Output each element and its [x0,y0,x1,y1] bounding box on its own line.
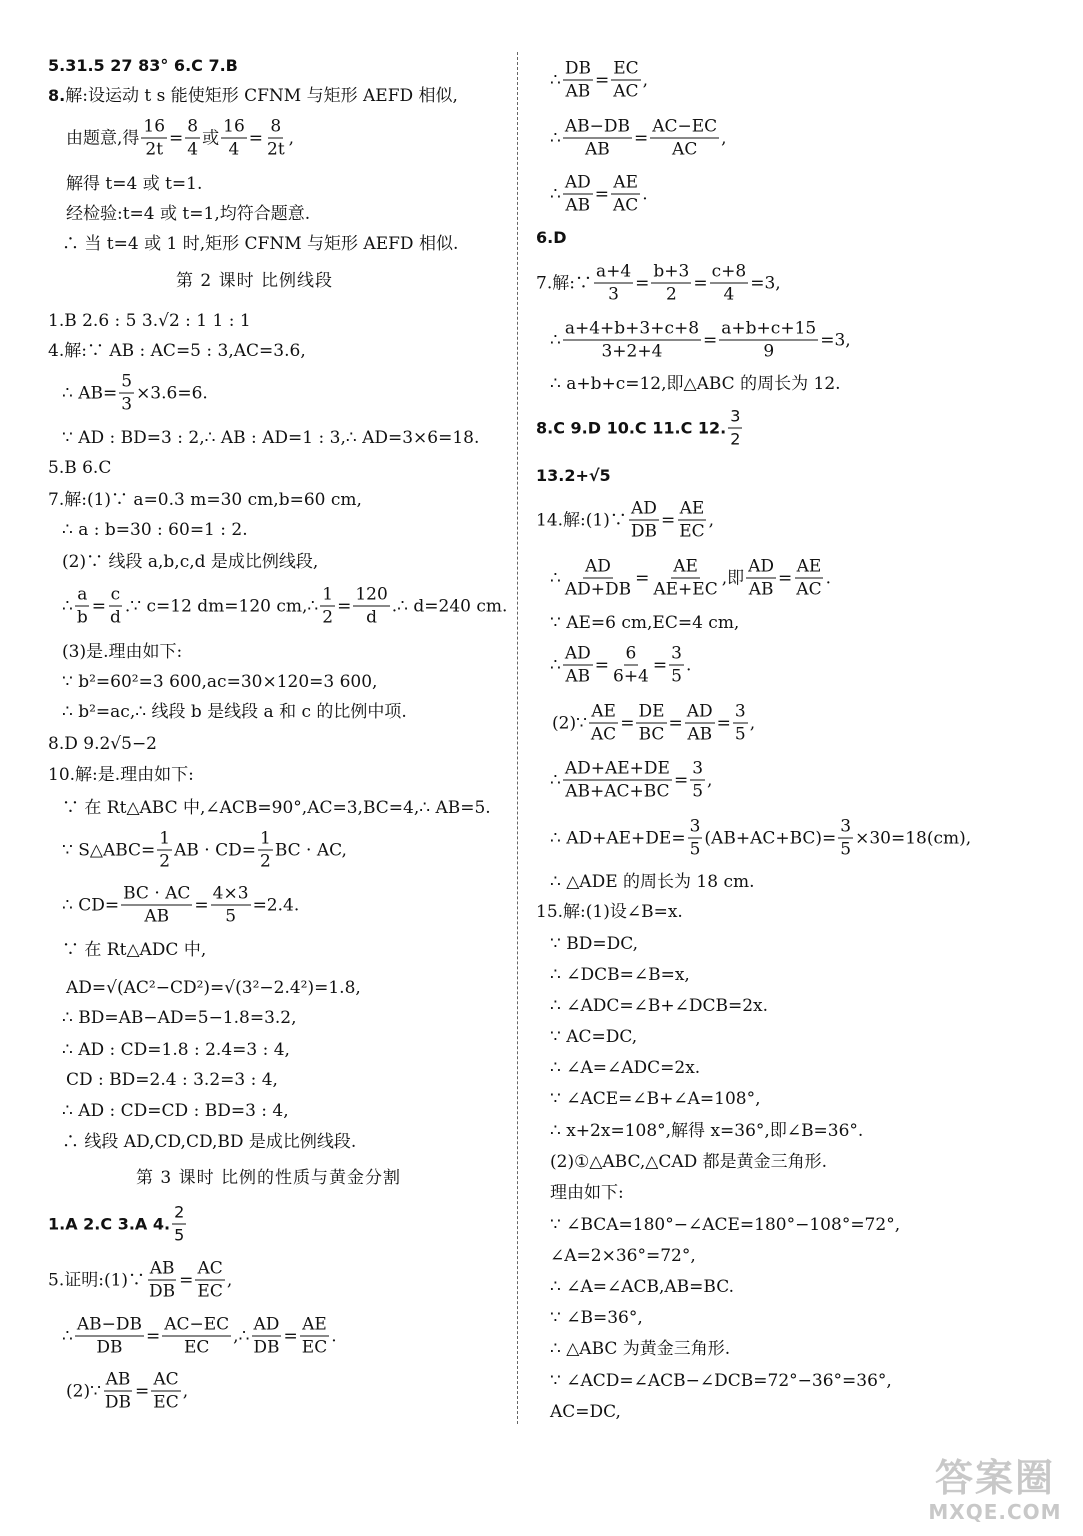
fraction: $\frac{1}{2}$ [322,584,334,628]
answer-line: ∴ CD= $\frac{BC \cdot AC}{AB}$ = $\frac{4\times 3}{5}$ =2.4. [62,883,300,927]
answer-line: ∵ AD : BD=3 : 2,∴ AB : AD=1 : 3,∴ AD=3×6=18. [62,428,480,448]
answer-line: ∴ $\frac{AD+AE+DE}{AB+AC+BC}$ = $\frac{3}{5}$ , [550,758,713,802]
answer-line: 由题意,得 $\frac{16}{2t}$ = $\frac{8}{4}$ 或 $\frac{16}{4}$ = $\frac{8}{2t}$ , [66,116,295,160]
answer-line: ∵ ∠ACD=∠ACB−∠DCB=72°−36°=36°, [550,1371,892,1391]
fraction: $\frac{DE}{BC}$ [638,701,665,745]
answer-line: ∴ b²=ac,∴ 线段 b 是线段 a 和 c 的比例中项. [62,702,407,722]
fraction: $\frac{3}{2}$ [730,406,741,449]
answer-line: 经检验:t=4 或 t=1,均符合题意. [66,204,311,224]
answer-line: ∴ △ADE 的周长为 18 cm. [550,872,755,892]
fraction: $\frac{120}{d}$ [355,584,388,628]
answer-line: ∴ AD : CD=CD : BD=3 : 4, [62,1101,289,1121]
answer-line: 8.D 9.2√5−2 [48,734,157,754]
answer-line: 1.B 2.6 : 5 3.√2 : 1 1 : 1 [48,311,251,331]
answer-line: 理由如下: [550,1183,624,1203]
fraction: $\frac{AC-EC}{EC}$ [164,1314,230,1358]
answer-line: ∵ BD=DC, [550,934,639,954]
answer-line: ∵ 在 Rt△ABC 中,∠ACB=90°,AC=3,BC=4,∴ AB=5. [62,798,491,818]
answer-line: ∴ a : b=30 : 60=1 : 2. [62,520,248,540]
fraction: $\frac{AD+AE+DE}{AB+AC+BC}$ [564,758,670,802]
answer-line: ∴ $\frac{AB-DB}{AB}$ = $\frac{AC-EC}{AC}$ , [550,116,727,160]
answer-line: 4.解:∵ AB : AC=5 : 3,AC=3.6, [48,341,306,361]
fraction: $\frac{AE}{EC}$ [679,498,705,542]
answer-line: ∴ AD : CD=1.8 : 2.4=3 : 4, [62,1040,290,1060]
fraction: $\frac{a+4}{3}$ [595,261,632,305]
answer-line: ∵ 在 Rt△ADC 中, [62,940,207,960]
answer-line: ∵ AE=6 cm,EC=4 cm, [550,613,740,633]
answer-line: ∴ ∠A=∠ACB,AB=BC. [550,1277,735,1297]
answer-line: 8. 解:设运动 t s 能使矩形 CFNM 与矩形 AEFD 相似, [48,86,458,106]
section-heading: 第 2 课时 比例线段 [176,271,334,291]
answer-line: 8.C 9.D 10.C 11.C 12. $\frac{3}{2}$ [536,406,741,449]
fraction: $\frac{16}{4}$ [223,116,245,160]
fraction: $\frac{AB}{DB}$ [104,1369,132,1413]
fraction: $\frac{AC}{EC}$ [197,1258,223,1302]
answer-line: ∴ $\frac{AB-DB}{DB}$ = $\frac{AC-EC}{EC}$ ,∴ $\frac{AD}{DB}$ = $\frac{AE}{EC}$ . [62,1314,337,1358]
answer-line: AC=DC, [550,1402,621,1422]
answer-line: ∴ △ABC 为黄金三角形. [550,1339,731,1359]
fraction: $\frac{a+4+b+3+c+8}{3+2+4}$ [564,318,700,362]
fraction: $\frac{AD}{DB}$ [253,1314,280,1358]
fraction: $\frac{AE}{AC}$ [613,172,639,216]
answer-line: ∴ $\frac{DB}{AB}$ = $\frac{EC}{AC}$ , [550,58,649,102]
fraction: $\frac{5}{3}$ [121,371,133,415]
answer-line: ∴ AB= $\frac{5}{3}$ ×3.6=6. [62,371,208,415]
answer-line: 7.解:(1)∵ a=0.3 m=30 cm,b=60 cm, [48,490,362,510]
answer-line: 5.B 6.C [48,458,112,478]
answer-line: ∴ 线段 AD,CD,CD,BD 是成比例线段. [62,1132,357,1152]
answer-line: ∴ AD+AE+DE= $\frac{3}{5}$ (AB+AC+BC)= $\frac{3}{5}$ ×30=18(cm), [550,816,972,860]
answer-line: ∴ ∠DCB=∠B=x, [550,965,690,985]
fraction: $\frac{AC}{EC}$ [153,1369,179,1413]
fraction: $\frac{3}{5}$ [671,643,682,687]
fraction: $\frac{BC \cdot AC}{AB}$ [123,883,191,927]
answer-line: CD : BD=2.4 : 3.2=3 : 4, [66,1070,278,1090]
answer-line: ∴ $\frac{AD}{AB}$ = $\frac{6}{6+4}$ = $\frac{3}{5}$ . [550,643,692,687]
answer-line: ∵ S△ABC= $\frac{1}{2}$ AB · CD= $\frac{1}{2}$ BC · AC, [62,828,347,872]
answer-line: 解得 t=4 或 t=1. [66,174,203,194]
fraction: $\frac{6}{6+4}$ [613,643,649,687]
fraction: $\frac{AE}{AE+EC}$ [653,556,718,600]
answer-line: 14.解:(1)∵ $\frac{AD}{DB}$ = $\frac{AE}{EC}$ , [536,498,715,542]
fraction: $\frac{EC}{AC}$ [613,58,639,102]
fraction: $\frac{3}{5}$ [692,758,704,802]
answer-line: ∴ $\frac{a+4+b+3+c+8}{3+2+4}$ = $\frac{a+b+c+15}{9}$ =3, [550,318,851,362]
answer-line: ∵ ∠ACE=∠B+∠A=108°, [550,1089,761,1109]
fraction: $\frac{AD}{DB}$ [630,498,657,542]
answer-line: (2)∵ 线段 a,b,c,d 是成比例线段, [62,552,319,572]
fraction: $\frac{c}{d}$ [109,584,121,628]
answer-line: 13.2+√5 [536,466,611,485]
fraction: $\frac{AB}{DB}$ [149,1258,176,1302]
fraction: $\frac{4\times 3}{5}$ [212,883,249,927]
fraction: $\frac{AE}{EC}$ [301,1314,328,1358]
answer-line: ∴ $\frac{AD}{AB}$ = $\frac{AE}{AC}$ . [550,172,648,216]
fraction: $\frac{2}{5}$ [174,1202,185,1245]
fraction: $\frac{AD}{AB}$ [686,701,713,745]
answer-line: (2)∵ $\frac{AE}{AC}$ = $\frac{DE}{BC}$ = $\frac{AD}{AB}$ = $\frac{3}{5}$ , [552,701,756,745]
fraction: $\frac{c+8}{4}$ [711,261,747,305]
answer-line: (2)①△ABC,△CAD 都是黄金三角形. [550,1152,828,1172]
answer-line: ∴ ∠ADC=∠B+∠DCB=2x. [550,996,769,1016]
fraction: $\frac{AD}{AD+DB}$ [564,556,632,600]
answer-line: ∵ AC=DC, [550,1027,638,1047]
section-heading: 第 3 课时 比例的性质与黄金分割 [136,1168,402,1188]
answer-line: ∵ ∠BCA=180°−∠ACE=180°−108°=72°, [550,1215,901,1235]
answer-line: 1.A 2.C 3.A 4. $\frac{2}{5}$ [48,1202,185,1245]
fraction: $\frac{b+3}{2}$ [653,261,690,305]
answer-line: ∴ a+b+c=12,即△ABC 的周长为 12. [550,374,841,394]
answer-line: ∴ 当 t=4 或 1 时,矩形 CFNM 与矩形 AEFD 相似. [62,234,459,254]
fraction: $\frac{AD}{AB}$ [748,556,775,600]
answer-line: ∴ $\frac{a}{b}$ = $\frac{c}{d}$ .∵ c=12 dm=120 cm,∴ $\frac{1}{2}$ = $\frac{120}{d}$ .∴ d=240 cm. [62,584,508,628]
answer-line: ∴ $\frac{AD}{AD+DB}$ = $\frac{AE}{AE+EC}$ ,即 $\frac{AD}{AB}$ = $\frac{AE}{AC}$ . [550,556,831,600]
fraction: $\frac{a}{b}$ [76,584,88,628]
watermark-logo: 答案圈 MXQE.COM [928,1456,1062,1524]
answer-line: AD=√(AC²−CD²)=√(3²−2.4²)=1.8, [66,978,361,998]
column-divider [517,52,518,1424]
fraction: $\frac{AE}{AC}$ [796,556,822,600]
fraction: $\frac{8}{2t}$ [267,116,285,160]
answer-line: (2)∵ $\frac{AB}{DB}$ = $\frac{AC}{EC}$ , [66,1369,189,1413]
answer-line: 5.证明:(1)∵ $\frac{AB}{DB}$ = $\frac{AC}{EC}$ , [48,1258,233,1302]
fraction: $\frac{AB-DB}{DB}$ [76,1314,142,1358]
fraction: $\frac{16}{2t}$ [143,116,166,160]
answer-line: 10.解:是.理由如下: [48,765,194,785]
answer-line: ∴ ∠A=∠ADC=2x. [550,1058,701,1078]
fraction: $\frac{3}{5}$ [689,816,701,860]
fraction: $\frac{AD}{AB}$ [564,172,591,216]
fraction: $\frac{1}{2}$ [259,828,271,872]
fraction: $\frac{AB-DB}{AB}$ [564,116,630,160]
answer-line: 6.D [536,228,567,247]
answer-line: ∵ b²=60²=3 600,ac=30×120=3 600, [62,672,378,692]
answer-line: 7.解:∵ $\frac{a+4}{3}$ = $\frac{b+3}{2}$ = $\frac{c+8}{4}$ =3, [536,261,781,305]
answer-line: 5.31.5 27 83° 6.C 7.B [48,56,238,75]
fraction: $\frac{1}{2}$ [159,828,171,872]
fraction: $\frac{AC-EC}{AC}$ [652,116,718,160]
answer-line: (3)是.理由如下: [62,642,183,662]
fraction: $\frac{3}{5}$ [840,816,852,860]
fraction: $\frac{AE}{AC}$ [590,701,617,745]
answer-line: ∵ ∠B=36°, [550,1308,643,1328]
fraction: $\frac{3}{5}$ [734,701,746,745]
answer-line: ∠A=2×36°=72°, [550,1246,696,1266]
answer-line: ∴ BD=AB−AD=5−1.8=3.2, [62,1008,297,1028]
fraction: $\frac{8}{4}$ [187,116,199,160]
answer-line: 15.解:(1)设∠B=x. [536,902,683,922]
answer-line: ∴ x+2x=108°,解得 x=36°,即∠B=36°. [550,1121,864,1141]
fraction: $\frac{a+b+c+15}{9}$ [721,318,817,362]
fraction: $\frac{AD}{AB}$ [564,643,591,687]
fraction: $\frac{DB}{AB}$ [564,58,591,102]
